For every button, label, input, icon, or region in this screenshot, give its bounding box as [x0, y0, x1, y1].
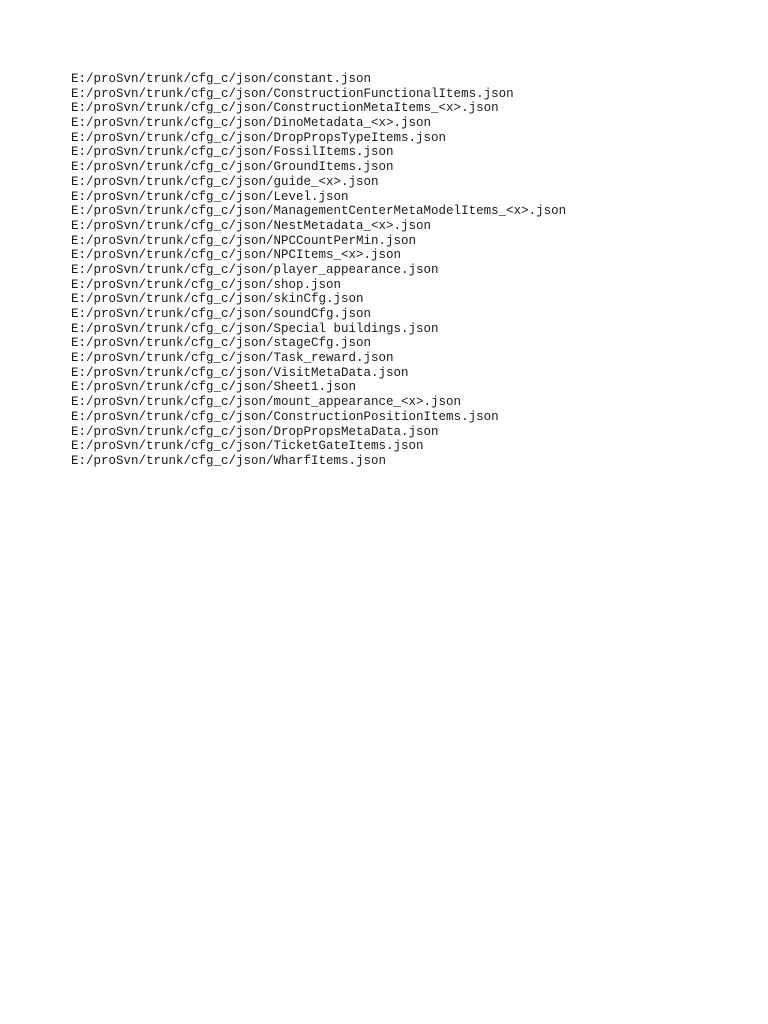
- file-path-line: E:/proSvn/trunk/cfg_c/json/GroundItems.json: [71, 160, 394, 175]
- file-path-line: E:/proSvn/trunk/cfg_c/json/stageCfg.json: [71, 336, 372, 351]
- file-path-line: E:/proSvn/trunk/cfg_c/json/mount_appearance_<x>.json: [71, 395, 462, 410]
- file-path-line: E:/proSvn/trunk/cfg_c/json/DropPropsTypeItems.json: [71, 130, 447, 145]
- file-path-line: E:/proSvn/trunk/cfg_c/json/NPCItems_<x>.json: [71, 248, 402, 263]
- file-path-line: E:/proSvn/trunk/cfg_c/json/ConstructionMetaItems_<x>.json: [71, 101, 499, 116]
- file-path-line: E:/proSvn/trunk/cfg_c/json/NestMetadata_<x>.json: [71, 218, 432, 233]
- file-path-line: E:/proSvn/trunk/cfg_c/json/player_appearance.json: [71, 262, 439, 277]
- file-path-line: E:/proSvn/trunk/cfg_c/json/Sheet1.json: [71, 380, 357, 395]
- file-path-line: E:/proSvn/trunk/cfg_c/json/ManagementCenterMetaModelItems_<x>.json: [71, 204, 567, 219]
- file-path-line: E:/proSvn/trunk/cfg_c/json/DropPropsMetaData.json: [71, 424, 439, 439]
- file-path-line: E:/proSvn/trunk/cfg_c/json/shop.json: [71, 277, 342, 292]
- file-path-line: E:/proSvn/trunk/cfg_c/json/Special buildings.json: [71, 321, 439, 336]
- file-path-line: E:/proSvn/trunk/cfg_c/json/Level.json: [71, 189, 349, 204]
- file-path-line: E:/proSvn/trunk/cfg_c/json/constant.json: [71, 72, 372, 86]
- file-path-line: E:/proSvn/trunk/cfg_c/json/DinoMetadata_<x>.json: [71, 116, 432, 131]
- file-path-line: E:/proSvn/trunk/cfg_c/json/skinCfg.json: [71, 292, 364, 307]
- file-path-line: E:/proSvn/trunk/cfg_c/json/ConstructionPositionItems.json: [71, 409, 499, 424]
- file-path-line: E:/proSvn/trunk/cfg_c/json/soundCfg.json: [71, 307, 372, 321]
- file-path-line: E:/proSvn/trunk/cfg_c/json/ConstructionFunctionalItems.json: [71, 86, 514, 101]
- file-path-line: E:/proSvn/trunk/cfg_c/json/TicketGateItems.json: [71, 439, 424, 454]
- file-path-line: E:/proSvn/trunk/cfg_c/json/Task_reward.json: [71, 351, 394, 366]
- file-path-line: E:/proSvn/trunk/cfg_c/json/NPCCountPerMin.json: [71, 233, 417, 248]
- file-path-line: E:/proSvn/trunk/cfg_c/json/WharfItems.json: [71, 453, 387, 468]
- file-path-line: E:/proSvn/trunk/cfg_c/json/guide_<x>.json: [71, 174, 379, 189]
- file-path-line: E:/proSvn/trunk/cfg_c/json/FossilItems.json: [71, 145, 394, 160]
- file-path-line: E:/proSvn/trunk/cfg_c/json/VisitMetaData.json: [71, 365, 409, 380]
- file-path-list: [71, 72, 566, 469]
